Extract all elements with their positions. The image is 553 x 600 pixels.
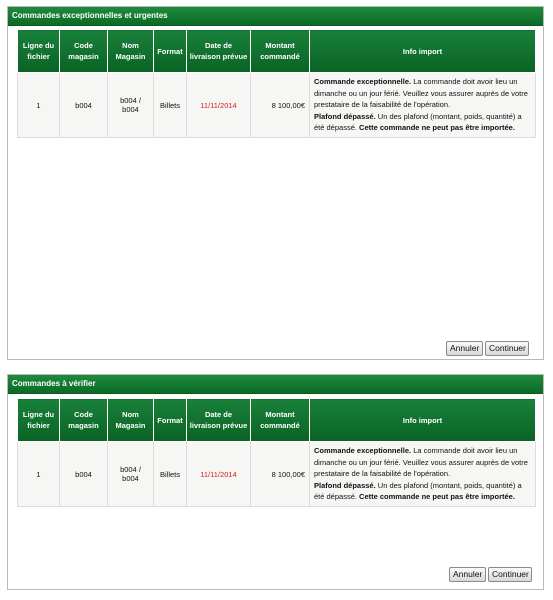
column-header-store-name: Nom Magasin [108, 399, 154, 442]
cell-store-code: b004 [60, 73, 108, 138]
table-header-row [18, 399, 536, 442]
cell-import-info [310, 73, 536, 138]
info-not-importable: Cette commande ne peut pas être importée. [359, 492, 515, 502]
cell-format: Billets [154, 442, 187, 507]
table-header-row [18, 30, 536, 73]
column-header-store-code: Code magasin [60, 30, 108, 73]
info-exceptional-text: La commande doit avoir lieu un dimanche ou un jour férié. Veuillez vous assurer auprès de votre prestataire de la faisabilité de l'opération. [314, 446, 528, 479]
cell-store-name: b004 / b004 [108, 73, 154, 138]
column-header-delivery-date: Date de livraison prévue [187, 399, 251, 442]
cell-import-info [310, 442, 536, 507]
cell-store-code: b004 [60, 442, 108, 507]
panel-orders-to-verify [7, 374, 544, 590]
table-row [18, 73, 536, 138]
info-ceiling-text: Un des plafond (montant, poids, quantité) a été dépassé. [314, 480, 522, 502]
column-header-format: Format [154, 30, 187, 73]
info-ceiling-label: Plafond dépassé. [314, 111, 376, 121]
info-exceptional-text: La commande doit avoir lieu un dimanche ou un jour férié. Veuillez vous assurer auprès de votre prestataire de la faisabilité de l'opération. [314, 77, 528, 110]
info-exceptional-label: Commande exceptionnelle. [314, 446, 412, 456]
info-ceiling-text: Un des plafond (montant, poids, quantité) a été dépassé. [314, 111, 522, 133]
column-header-store-code: Code magasin [60, 399, 108, 442]
column-header-delivery-date: Date de livraison prévue [187, 30, 251, 73]
orders-table [17, 29, 536, 138]
column-header-line: Ligne du fichier [18, 399, 60, 442]
cancel-button[interactable]: Annuler [446, 341, 483, 356]
cell-amount: 8 100,00€ [251, 442, 310, 507]
cell-line: 1 [18, 73, 60, 138]
cancel-button[interactable]: Annuler [449, 567, 486, 582]
panel-title: Commandes exceptionnelles et urgentes [8, 7, 543, 26]
cell-format: Billets [154, 73, 187, 138]
column-header-amount: Montant commandé [251, 399, 310, 442]
info-exceptional-label: Commande exceptionnelle. [314, 77, 412, 87]
column-header-line: Ligne du fichier [18, 30, 60, 73]
cell-delivery-date: 11/11/2014 [187, 442, 251, 507]
continue-button[interactable]: Continuer [485, 341, 529, 356]
continue-button[interactable]: Continuer [488, 567, 532, 582]
cell-delivery-date: 11/11/2014 [187, 73, 251, 138]
column-header-format: Format [154, 399, 187, 442]
column-header-import-info: Info import [310, 30, 536, 73]
panel-title: Commandes à vérifier [8, 375, 543, 394]
cell-line: 1 [18, 442, 60, 507]
table-row [18, 442, 536, 507]
info-ceiling-label: Plafond dépassé. [314, 480, 376, 490]
column-header-store-name: Nom Magasin [108, 30, 154, 73]
cell-amount: 8 100,00€ [251, 73, 310, 138]
panel-exceptional-orders [7, 6, 544, 360]
column-header-import-info: Info import [310, 399, 536, 442]
info-not-importable: Cette commande ne peut pas être importée. [359, 123, 515, 133]
cell-store-name: b004 / b004 [108, 442, 154, 507]
orders-table [17, 398, 536, 507]
column-header-amount: Montant commandé [251, 30, 310, 73]
